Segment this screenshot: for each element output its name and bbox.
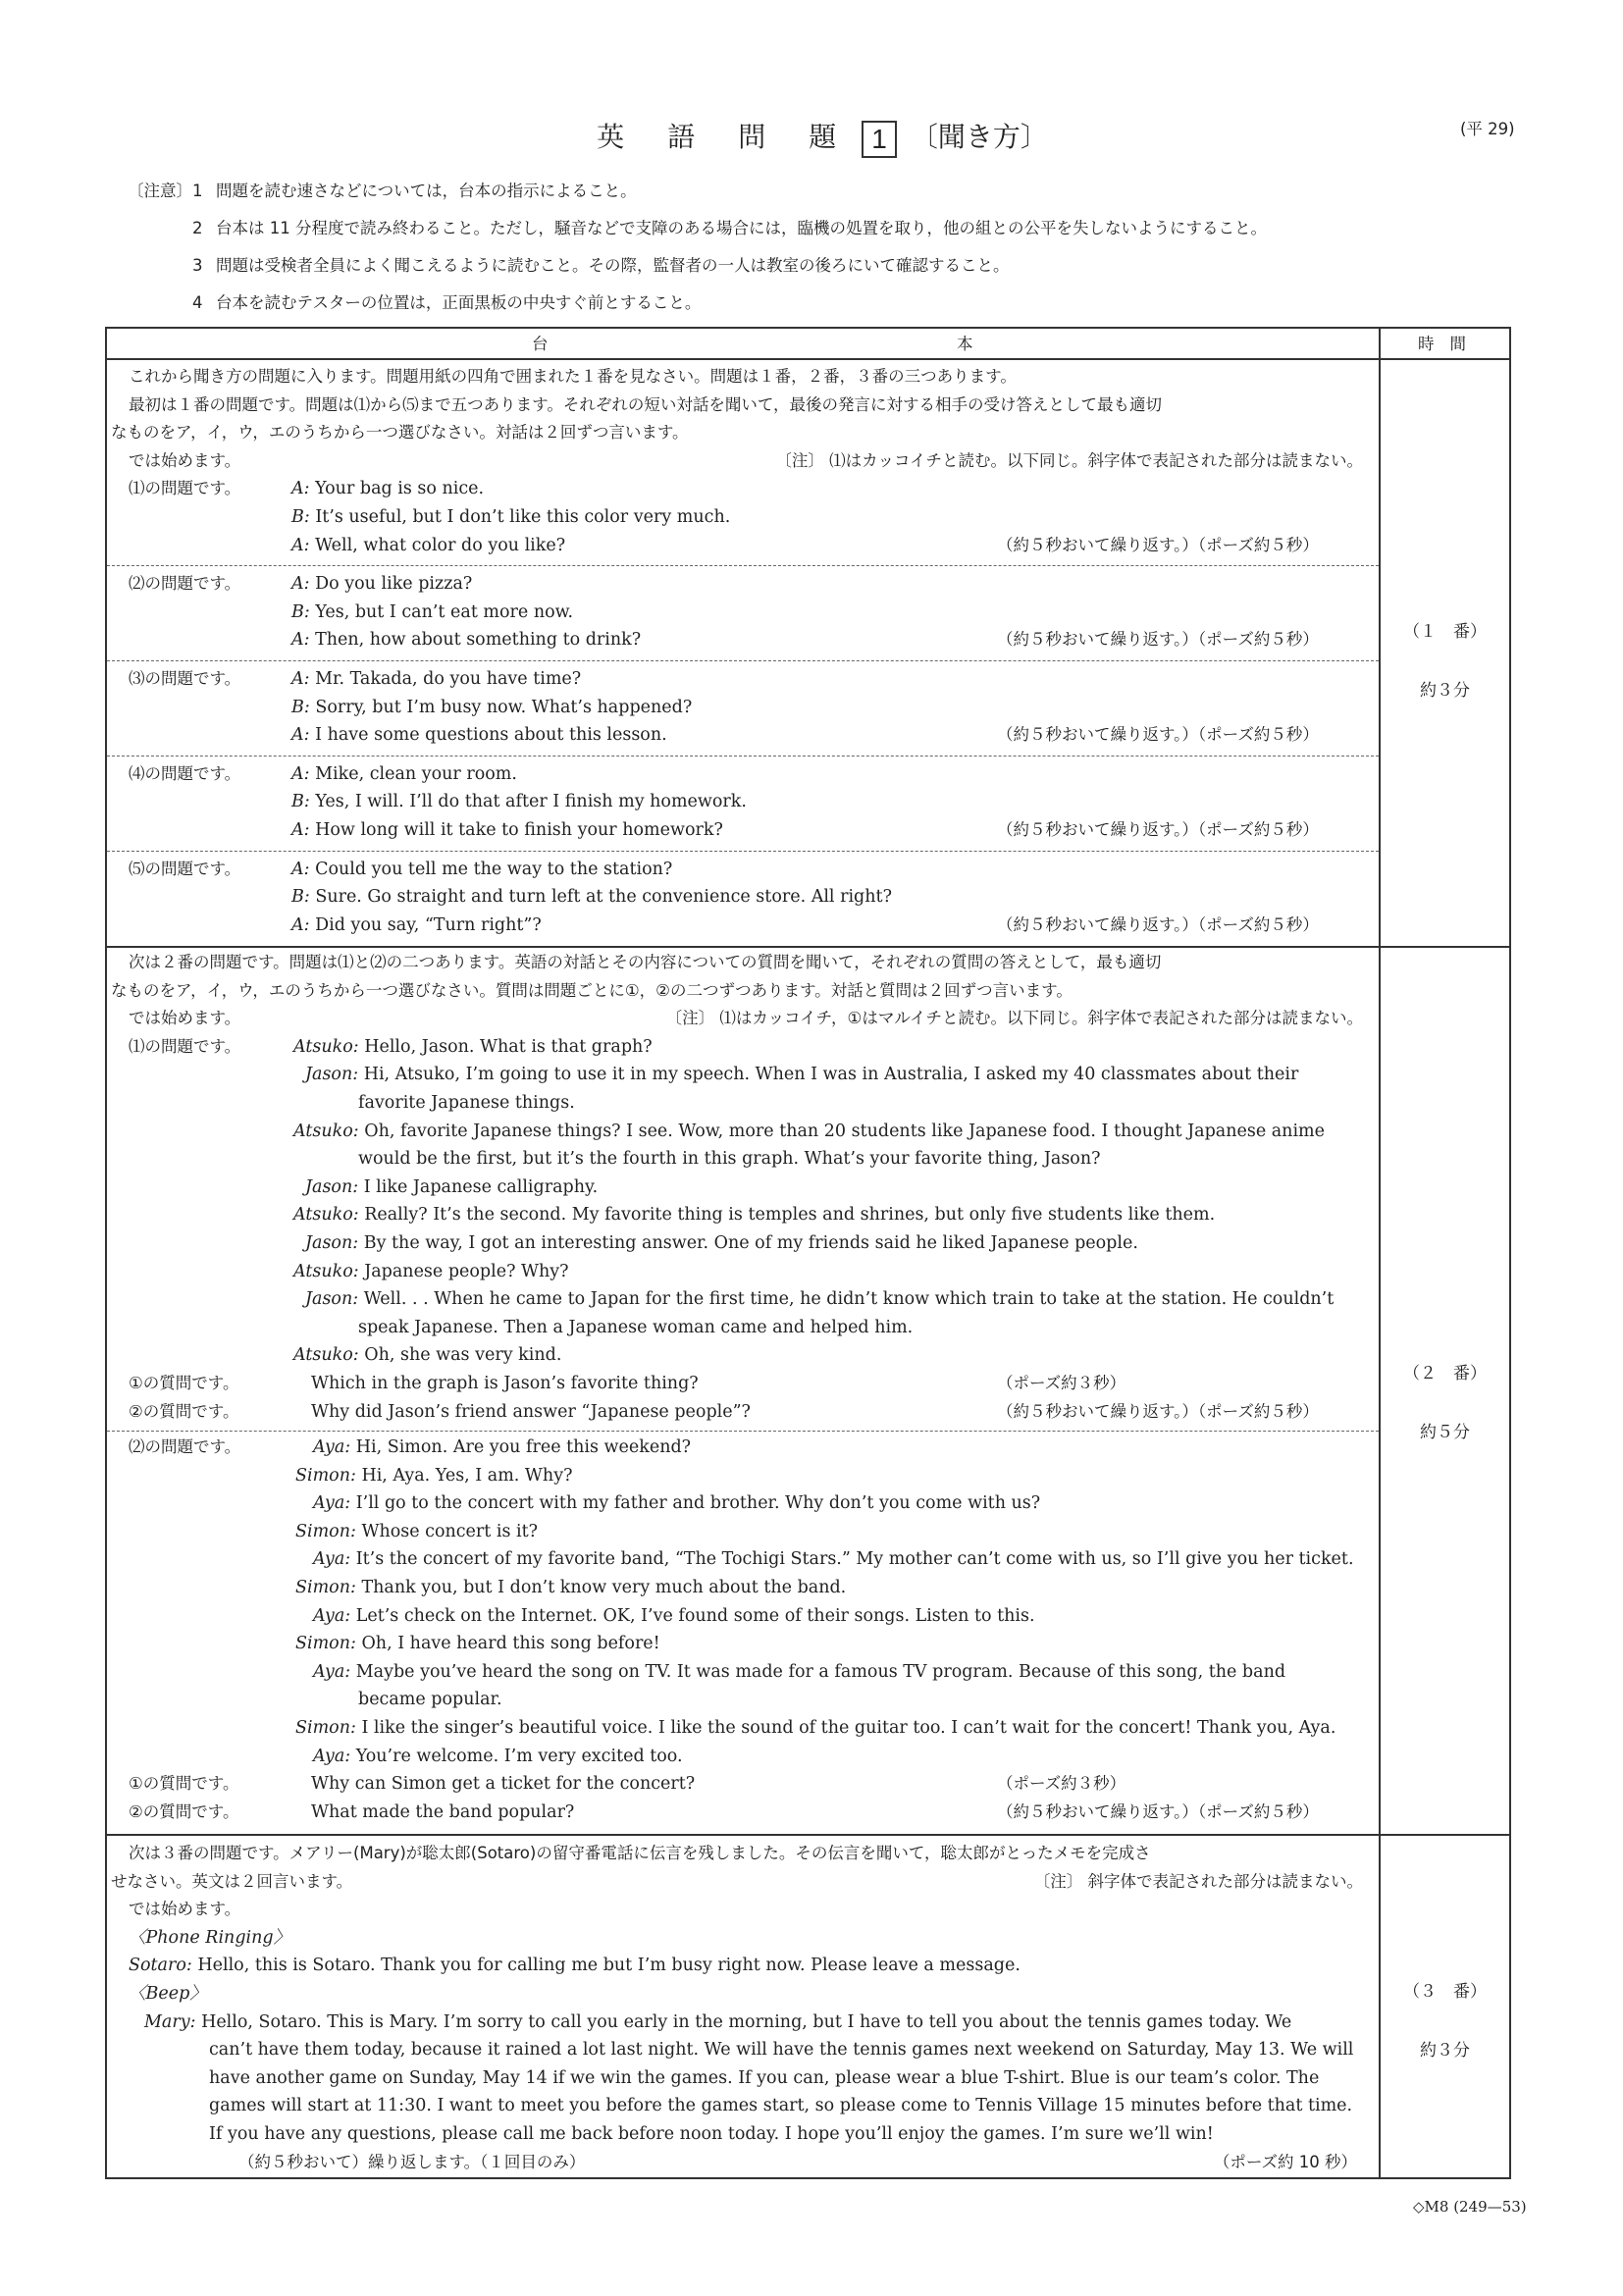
header-time: 時間 (1418, 335, 1482, 353)
utterance: Maybe you’ve heard the song on TV. It was made for a famous TV program. Because of this song, the band (350, 1661, 1286, 1682)
dialogue-line (107, 694, 1373, 722)
speaker: B: (291, 887, 310, 908)
speaker: B: (291, 792, 310, 812)
utterance: Oh, she was very kind. (358, 1345, 562, 1366)
utterance: Sure. Go straight and turn left at the convenience store. All right? (309, 887, 892, 908)
dialogue-line (107, 1714, 1373, 1743)
dialogue-line (107, 503, 1373, 532)
page-title (0, 116, 1623, 158)
utterance: Mr. Takada, do you have time? (309, 668, 582, 689)
header-hon: 本 (957, 335, 973, 353)
utterance: Whose concert is it? (355, 1521, 539, 1541)
section-2 (107, 949, 1373, 1826)
note-text: 問題は受検者全員によく聞こえるように読むこと。その際，監督者の一人は教室の後ろにいて確認すること。 (216, 256, 1010, 275)
utterance: I like the singer’s beautiful voice. I like the sound of the guitar too. I can’t wait for the concert! Thank you, Aya. (355, 1718, 1336, 1739)
utterance: I’ll go to the concert with my father and brother. Why don’t you come with us? (350, 1493, 1041, 1514)
dialogue-line (107, 1341, 1373, 1370)
question-label: ⑴の問題です。 (129, 479, 241, 498)
dialogue-line (107, 2009, 1373, 2037)
title-number-box: 1 (862, 121, 897, 158)
speaker: Sotaro: (129, 1956, 192, 1976)
utterance: I have some questions about this lesson. (309, 725, 667, 746)
speaker: Jason: (305, 1176, 359, 1197)
dialogue-line (107, 1118, 1373, 1146)
speaker: A: (291, 859, 310, 879)
utterance: favorite Japanese things. (358, 1092, 575, 1113)
speaker: Aya: (313, 1661, 351, 1682)
utterance: Then, how about something to drink? (309, 630, 642, 651)
dialogue-line (107, 721, 1373, 750)
header-dai: 台 (532, 335, 549, 353)
utterance: You’re welcome. I’m very excited too. (350, 1746, 683, 1766)
speaker: Atsuko: (293, 1121, 359, 1141)
reading-note: 〔注〕 斜字体で表記された部分は読まない。 (1033, 1871, 1363, 1891)
script-table (105, 327, 1511, 2179)
speaker: Aya: (313, 1437, 351, 1458)
utterance: Hello, Jason. What is that graph? (358, 1036, 653, 1057)
title-char: 語 (667, 121, 696, 153)
section-3 (107, 1840, 1373, 2176)
speaker: A: (291, 725, 310, 746)
title-suffix: 〔聞き方〕 (910, 121, 1048, 153)
pause-cue: （約５秒おいて繰り返す。）（ポーズ約５秒） (997, 1801, 1319, 1821)
section-1-number: （１ 番） (1403, 622, 1487, 642)
dialogue-line (107, 816, 1373, 845)
dialogue-line (107, 1174, 1373, 1202)
question-label: ⑵の問題です。 (129, 1437, 241, 1457)
dialogue-line (107, 1434, 1373, 1462)
speaker: A: (291, 479, 310, 499)
utterance: It’s useful, but I don’t like this color very much. (309, 506, 731, 527)
title-char: 題 (809, 121, 837, 153)
speaker: A: (291, 914, 310, 935)
intro-line: なものをア，イ，ウ，エのうちから一つ選びなさい。対話は２回ずつ言います。 (111, 423, 689, 443)
dialogue-line (107, 532, 1373, 560)
intro-line: これから聞き方の問題に入ります。問題用紙の四角で囲まれた１番を見なさい。問題は１番，２番，３番の三つあります。 (129, 367, 1017, 386)
stage-direction: 〈Phone Ringing〉 (129, 1927, 291, 1948)
pause-cue: （約５秒おいて繰り返す。）（ポーズ約５秒） (997, 630, 1319, 650)
reading-note: 〔注〕 ⑴はカッコイチ，①はマルイチと読む。以下同じ。斜字体で表記された部分は読まない。 (665, 1009, 1363, 1028)
dialogue-line (107, 788, 1373, 816)
repeat-line (107, 2149, 1373, 2177)
dialogue-continuation: can’t have them today, because it rained a lot last night. We will have the tennis games next weekend on Saturday, May 13. We will (209, 2040, 1354, 2061)
speaker: Mary: (144, 2011, 196, 2032)
note-item (192, 210, 1267, 247)
utterance: Did you say, “Turn right”? (309, 914, 542, 935)
dialogue-line (107, 1489, 1373, 1518)
section-1 (107, 363, 1373, 939)
utterance: Could you tell me the way to the station? (309, 859, 673, 879)
note-label: 〔注意〕 (128, 182, 192, 200)
question-text: Why did Jason’s friend answer “Japanese people”? (311, 1401, 751, 1422)
question-text: What made the band popular? (311, 1801, 575, 1822)
utterance: Yes, but I can’t eat more now. (309, 601, 574, 622)
speaker: Aya: (313, 1746, 351, 1766)
dialogue-line (107, 760, 1373, 789)
dialogue-line (107, 1201, 1373, 1229)
note-item (128, 173, 1267, 210)
stage-direction: 〈Beep〉 (129, 1983, 207, 2004)
intro-line: 次は３番の問題です。メアリー(Mary)が聡太郎(Sotaro)の留守番電話に伝言を残しました。その伝言を聞いて，聡太郎がとったメモを完成さ (129, 1844, 1151, 1862)
year-tag: (平 29) (1460, 120, 1515, 138)
start-text: では始めます。 (129, 1009, 241, 1028)
section-3-duration: 約３分 (1420, 2041, 1470, 2061)
note-number: 3 (192, 256, 203, 275)
intro-line: 次は２番の問題です。問題は⑴と⑵の二つあります。英語の対話とその内容についての質問を聞いて，それぞれの質問の答えとして，最も適切 (129, 953, 1162, 971)
comprehension-question (107, 1770, 1373, 1799)
note-number: 4 (192, 293, 203, 312)
pause-cue: （約５秒おいて繰り返す。）（ポーズ約５秒） (997, 819, 1319, 839)
dialogue-line (107, 599, 1373, 627)
dialogue-continuation: If you have any questions, please call me back before noon today. I hope you’ll enjoy the games. I’m sure we’ll win! (209, 2123, 1214, 2144)
speaker: Simon: (295, 1521, 356, 1541)
dialogue-line (107, 912, 1373, 940)
speaker: A: (291, 763, 310, 784)
utterance: Thank you, but I don’t know very much about the band. (355, 1578, 847, 1598)
intro-text: せなさい。英文は２回言います。 (111, 1871, 353, 1891)
pause-cue: （約５秒おいて繰り返す。）（ポーズ約５秒） (997, 725, 1319, 745)
utterance: Hello, this is Sotaro. Thank you for calling me but I’m busy right now. Please leave a message. (191, 1956, 1021, 1976)
question-label: ②の質問です。 (129, 1801, 239, 1821)
dialogue-continuation (107, 1145, 1373, 1174)
speaker: Jason: (305, 1289, 359, 1310)
pause-cue: （約５秒おいて繰り返す。）（ポーズ約５秒） (997, 914, 1319, 934)
question-label: ①の質問です。 (129, 1774, 239, 1794)
question-label: ⑷の問題です。 (129, 763, 241, 783)
dialogue-line (107, 1743, 1373, 1771)
utterance: Hi, Simon. Are you free this weekend? (350, 1437, 692, 1458)
dialogue-line (107, 1574, 1373, 1602)
reading-note: 〔注〕 ⑴はカッコイチと読む。以下同じ。斜字体で表記された部分は読まない。 (775, 450, 1363, 470)
dialogue-line (107, 856, 1373, 884)
dialogue-line (107, 1602, 1373, 1631)
intro-line: なものをア，イ，ウ，エのうちから一つ選びなさい。質問は問題ごとに①，②の二つずつあります。対話と質問は２回ずつ言います。 (111, 980, 1073, 1000)
pause-cue: （ポーズ約 10 秒） (1213, 2152, 1357, 2171)
dialogue-line (107, 883, 1373, 912)
dialogue-line (107, 1229, 1373, 1258)
note-text: 台本は 11 分程度で読み終わること。ただし，騒音などで支障のある場合には，臨機の処置を取り，他の組との公平を失しないようにすること。 (216, 219, 1267, 237)
speaker: Aya: (313, 1493, 351, 1514)
utterance: Well, what color do you like? (309, 535, 566, 555)
speaker: B: (291, 601, 310, 622)
speaker: Atsuko: (293, 1036, 359, 1057)
dialogue-continuation: have another game on Sunday, May 14 if we win the games. If you can, please wear a blue T-shirt. Blue is our team’s color. The (209, 2067, 1320, 2088)
pause-cue: （約５秒おいて繰り返す。）（ポーズ約５秒） (997, 535, 1319, 554)
utterance: Your bag is so nice. (309, 479, 485, 499)
dialogue-line (107, 1545, 1373, 1574)
speaker: Aya: (313, 1549, 351, 1570)
question-label: ②の質問です。 (129, 1401, 239, 1421)
comprehension-question (107, 1799, 1373, 1827)
question-label: ⑶の問題です。 (129, 668, 241, 688)
utterance: Oh, I have heard this song before! (355, 1634, 660, 1654)
pause-cue: （約５秒おいて繰り返す。）（ポーズ約５秒） (997, 1401, 1319, 1421)
utterance: Hello, Sotaro. This is Mary. I’m sorry to call you early in the morning, but I have to tell you about the tennis games today. We (195, 2011, 1292, 2032)
dialogue-line (107, 475, 1373, 503)
speaker: B: (291, 697, 310, 717)
dialogue-line (107, 1462, 1373, 1490)
section-2-number: （２ 番） (1403, 1364, 1487, 1383)
dialogue-line (107, 1033, 1373, 1062)
utterance: Mike, clean your room. (309, 763, 517, 784)
speaker: Aya: (313, 1605, 351, 1626)
note-item (192, 285, 1267, 322)
dialogue-line (107, 1285, 1373, 1314)
question-text: Why can Simon get a ticket for the concert? (311, 1774, 696, 1795)
section-2-duration: 約５分 (1420, 1423, 1470, 1442)
speaker: Atsuko: (293, 1205, 359, 1226)
note-text: 台本を読むテスターの位置は，正面黒板の中央すぐ前とすること。 (216, 293, 702, 312)
utterance: How long will it take to finish your homework? (309, 819, 723, 840)
note-text: 問題を読む速さなどについては，台本の指示によること。 (216, 182, 637, 200)
question-text: Which in the graph is Jason’s favorite thing? (311, 1373, 699, 1393)
question-label: ⑵の問題です。 (129, 574, 241, 594)
note-item (192, 247, 1267, 285)
intro-line: 最初は１番の問題です。問題は⑴から⑸まで五つあります。それぞれの短い対話を聞いて，最後の発言に対する相手の受け答えとして最も適切 (129, 394, 1163, 414)
comprehension-question (107, 1398, 1373, 1427)
speaker: B: (291, 506, 310, 527)
dialogue-line (107, 1952, 1373, 1980)
repeat-instruction: （約５秒おいて）繰り返します。（１回目のみ） (238, 2152, 586, 2171)
question-label: ①の質問です。 (129, 1373, 239, 1392)
speaker: Simon: (295, 1634, 356, 1654)
speaker: Jason: (305, 1065, 359, 1085)
utterance: I like Japanese calligraphy. (358, 1176, 599, 1197)
pause-cue: （ポーズ約３秒） (997, 1373, 1126, 1392)
speaker: A: (291, 630, 310, 651)
pause-cue: （ポーズ約３秒） (997, 1774, 1126, 1794)
table-header (107, 329, 1509, 360)
dialogue-line (107, 1258, 1373, 1286)
section-divider (107, 1834, 1509, 1836)
note-number: 1 (192, 182, 203, 200)
utterance: Japanese people? Why? (358, 1261, 569, 1281)
dialogue-line (107, 570, 1373, 599)
page-code: ◇M8 (249—53) (1413, 2198, 1527, 2216)
utterance: It’s the concert of my favorite band, “The Tochigi Stars.” My mother can’t come with us, so I’ll give you her ticket. (350, 1549, 1354, 1570)
utterance: Do you like pizza? (309, 574, 473, 595)
section-divider (107, 946, 1509, 948)
dialogue-continuation (107, 1686, 1373, 1714)
utterance: Oh, favorite Japanese things? I see. Wow, more than 20 students like Japanese food. I thought Japanese anime (358, 1121, 1326, 1141)
utterance: By the way, I got an interesting answer. One of my friends said he liked Japanese people. (358, 1232, 1138, 1253)
question-label: ⑸の問題です。 (129, 859, 241, 878)
utterance: would be the first, but it’s the fourth in this graph. What’s your favorite thing, Jason? (358, 1149, 1101, 1170)
speaker: A: (291, 819, 310, 840)
dialogue-line (107, 1061, 1373, 1089)
start-text: では始めます。 (129, 1900, 241, 1919)
column-divider (1379, 329, 1381, 2177)
title-char: 問 (738, 121, 766, 153)
speaker: A: (291, 574, 310, 595)
dialogue-line (107, 1658, 1373, 1687)
section-3-number: （３ 番） (1403, 1982, 1487, 2002)
speaker: Simon: (295, 1718, 356, 1739)
dialogue-line (107, 1630, 1373, 1658)
utterance: Sorry, but I’m busy now. What’s happened? (309, 697, 693, 717)
utterance: Let’s check on the Internet. OK, I’ve found some of their songs. Listen to this. (350, 1605, 1035, 1626)
intro-line (107, 1868, 1373, 1897)
utterance: Really? It’s the second. My favorite thing is temples and shrines, but only five students like them. (358, 1205, 1216, 1226)
start-line (107, 447, 1373, 476)
dialogue-continuation (107, 1089, 1373, 1118)
utterance: Hi, Aya. Yes, I am. Why? (355, 1465, 573, 1486)
comprehension-question (107, 1370, 1373, 1398)
question-label: ⑴の問題です。 (129, 1036, 241, 1056)
title-char: 英 (597, 121, 625, 153)
speaker: Atsuko: (293, 1345, 359, 1366)
speaker: Simon: (295, 1465, 356, 1486)
dialogue-line (107, 1518, 1373, 1546)
utterance: became popular. (358, 1690, 502, 1710)
speaker: Atsuko: (293, 1261, 359, 1281)
start-line (107, 1005, 1373, 1033)
speaker: Jason: (305, 1232, 359, 1253)
speaker: Simon: (295, 1578, 356, 1598)
section-1-duration: 約３分 (1420, 681, 1470, 701)
dialogue-continuation (107, 1314, 1373, 1342)
instructions-notes (128, 173, 1267, 322)
dialogue-continuation: games will start at 11:30. I want to meet you before the games start, so please come to Tennis Village 15 minutes before that time. (209, 2096, 1353, 2116)
dialogue-line (107, 665, 1373, 694)
utterance: Well. . . When he came to Japan for the first time, he didn’t know which train to take at the station. He couldn’t (358, 1289, 1335, 1310)
utterance: Yes, I will. I’ll do that after I finish my homework. (309, 792, 747, 812)
speaker: A: (291, 535, 310, 555)
start-text: では始めます。 (129, 450, 241, 470)
utterance: Hi, Atsuko, I’m going to use it in my speech. When I was in Australia, I asked my 40 classmates about their (358, 1065, 1299, 1085)
note-number: 2 (192, 219, 203, 237)
dialogue-line (107, 626, 1373, 654)
utterance: speak Japanese. Then a Japanese woman came and helped him. (358, 1317, 914, 1337)
speaker: A: (291, 668, 310, 689)
